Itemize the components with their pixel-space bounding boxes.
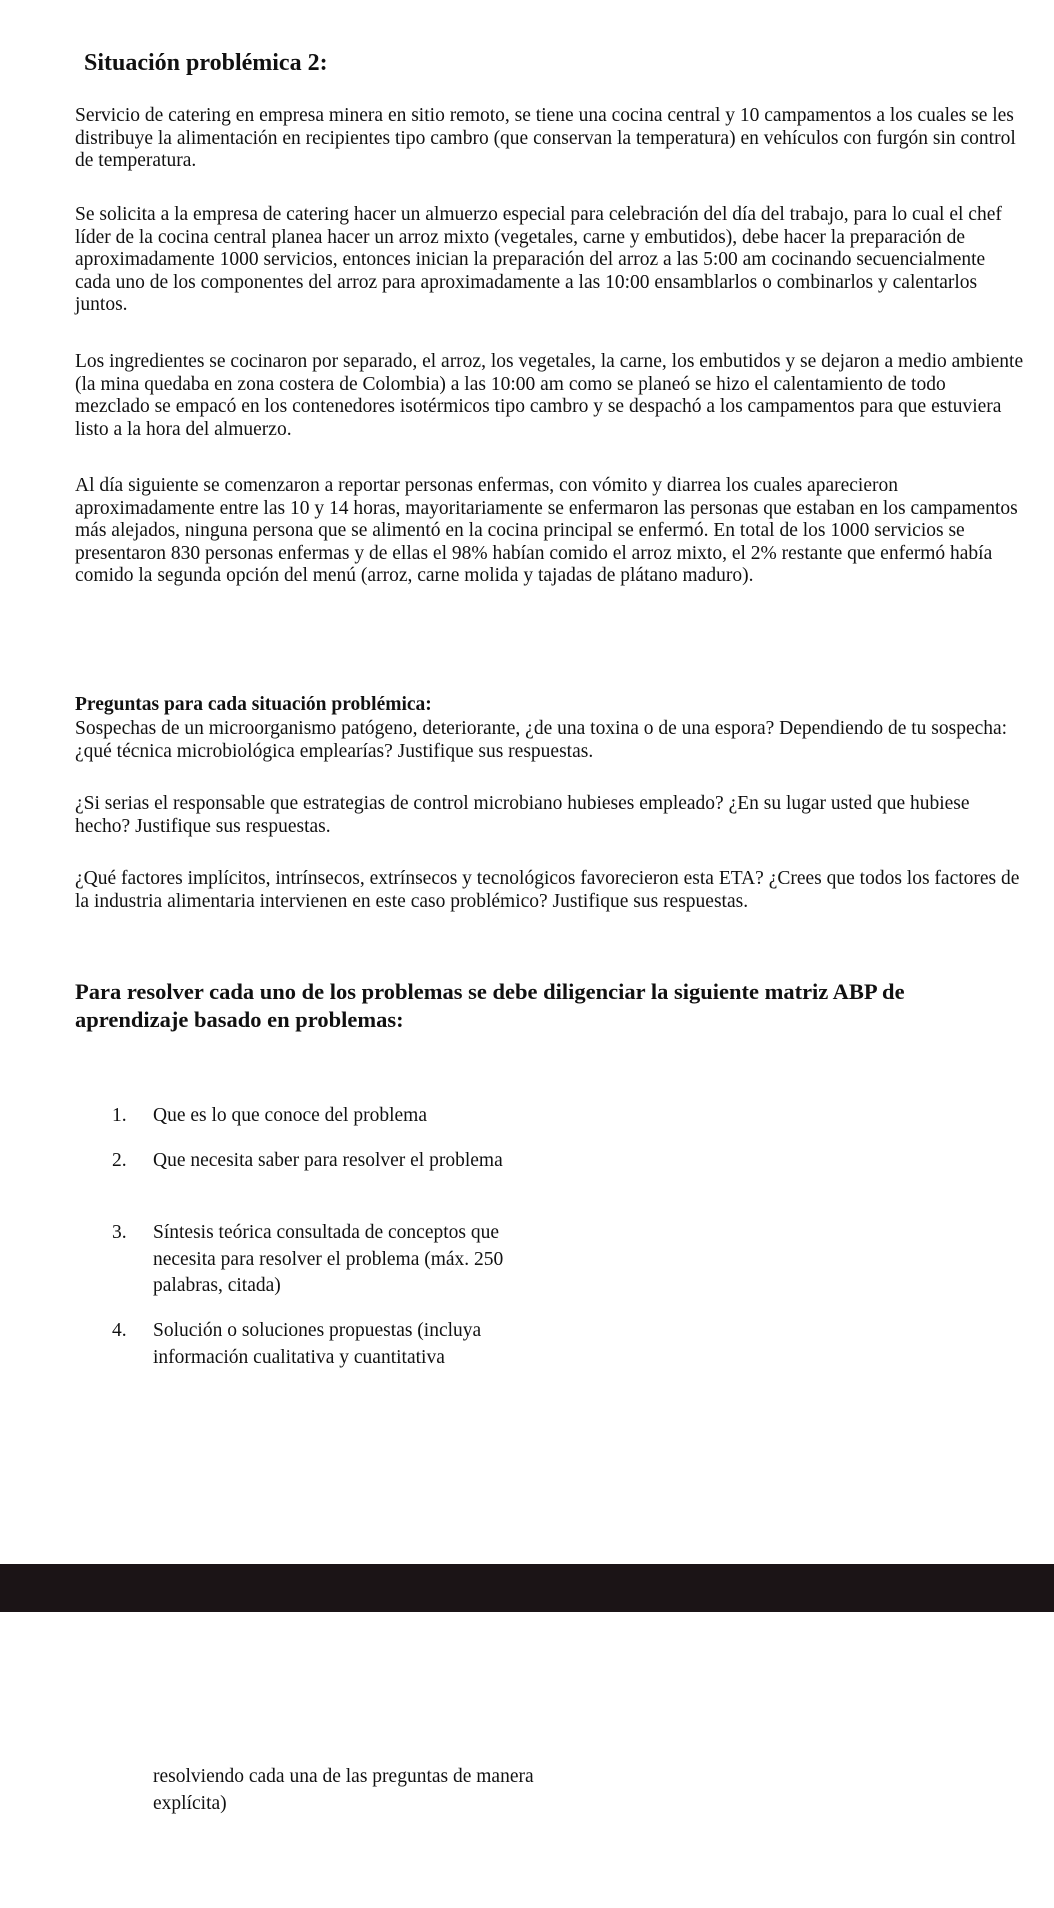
- list-number: 3.: [112, 1222, 127, 1243]
- paragraph-outbreak: Al día siguiente se comenzaron a reportar personas enfermas, con vómito y diarrea los cuales aparecieron aproximadamente entre las 10 y 14 horas, mayoritariamente se enfermaron las personas que estaban en los campamentos más alejados, ninguna persona que se alimentó en la cocina principal se enfermó. En total de los 1000 servicios se presentaron 830 personas enfermas y de ellas el 98% habían comido el arroz mixto, el 2% restante que enfermó había comido la segunda opción del menú (arroz, carne molida y tajadas de plátano maduro).: [75, 475, 1018, 586]
- list-text: Síntesis teórica consultada de conceptos que necesita para resolver el problema (máx. 250 palabras, citada): [153, 1222, 504, 1296]
- list-number: 2.: [112, 1150, 127, 1171]
- list-text: Solución o soluciones propuestas (incluya información cualitativa y cuantitativa: [153, 1320, 482, 1368]
- paragraph-request: Se solicita a la empresa de catering hacer un almuerzo especial para celebración del día del trabajo, para lo cual el chef líder de la cocina central planea hacer un arroz mixto (vegetales, carne y embutidos), debe hacer la preparación de aproximadamente 1000 servicios, entonces inician la preparación del arroz a las 5:00 am cocinando secuencialmente cada uno de los componentes del arroz para aproximadamente a las 10:00 ensamblarlos o combinarlos y calentarlos juntos.: [75, 204, 1002, 315]
- question-item: Sospechas de un microorganismo patógeno, deteriorante, ¿de una toxina o de una espora? Dependiendo de tu sospecha: ¿qué técnica microbiológica emplearías? Justifique sus respuestas.: [75, 718, 1008, 762]
- questions-heading: Preguntas para cada situación problémica:: [75, 694, 432, 715]
- question-item: ¿Si serias el responsable que estrategias de control microbiano hubieses empleado? ¿En su lugar usted que hubiese hecho? Justifique sus respuestas.: [75, 793, 970, 837]
- paragraph-context: Servicio de catering en empresa minera en sitio remoto, se tiene una cocina central y 10 campamentos a los cuales se les distribuye la alimentación en recipientes tipo cambro (que conservan la temperatura) en vehículos con furgón sin control de temperatura.: [75, 105, 1016, 171]
- list-text: Que es lo que conoce del problema: [153, 1105, 427, 1126]
- page-title: Situación problémica 2:: [84, 50, 328, 76]
- matrix-list-item: [112, 1103, 532, 1130]
- list-text: Que necesita saber para resolver el problema: [153, 1150, 503, 1171]
- paragraph-preparation: Los ingredientes se cocinaron por separado, el arroz, los vegetales, la carne, los embutidos y se dejaron a medio ambiente (la mina quedaba en zona costera de Colombia) a las 10:00 am como se planeó se hizo el calentamiento de todo mezclado se empacó en los contenedores isotérmicos tipo cambro y se despachó a los campamentos para que estuviera listo a la hora del almuerzo.: [75, 351, 1024, 440]
- matrix-list-item: [112, 1318, 532, 1371]
- list-number: 4.: [112, 1320, 127, 1341]
- matrix-list-item: [112, 1148, 532, 1175]
- matrix-heading: Para resolver cada uno de los problemas se debe diligenciar la siguiente matriz ABP de aprendizaje basado en problemas:: [75, 979, 905, 1032]
- matrix-item-continuation: resolviendo cada una de las preguntas de manera explícita): [153, 1766, 534, 1814]
- question-item: ¿Qué factores implícitos, intrínsecos, extrínsecos y tecnológicos favorecieron esta ETA? ¿Crees que todos los factores de la industria alimentaria intervienen en este caso problémico? Justifique sus respuestas.: [75, 868, 1020, 912]
- matrix-list-item: [112, 1220, 532, 1300]
- list-number: 1.: [112, 1105, 127, 1126]
- page-break-band: [0, 1564, 1054, 1612]
